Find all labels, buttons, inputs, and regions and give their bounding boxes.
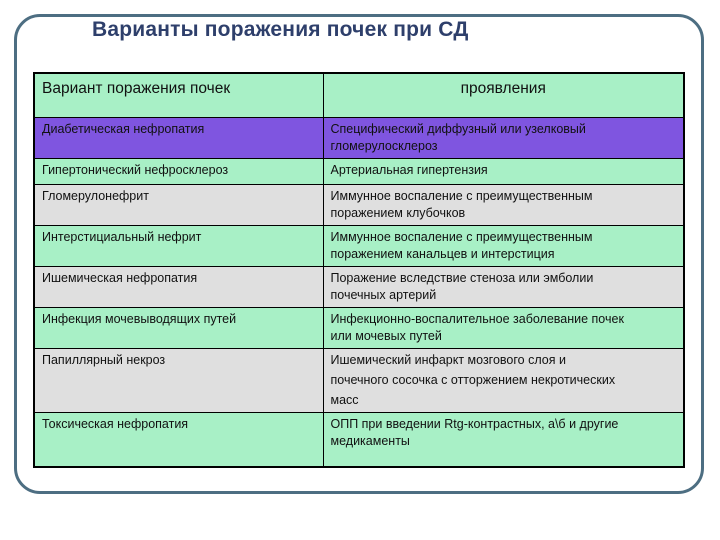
manifestation-line: Иммунное воспаление с преимущественным <box>330 230 593 244</box>
manifestation-cell <box>323 226 684 267</box>
table-row <box>34 349 684 413</box>
variant-cell: Интерстициальный нефрит <box>34 226 323 267</box>
header-variant: Вариант поражения почек <box>34 73 323 118</box>
manifestation-cell <box>323 159 684 185</box>
table-row <box>34 159 684 185</box>
variant-cell: Ишемическая нефропатия <box>34 267 323 308</box>
table-row <box>34 413 684 467</box>
manifestation-line: Иммунное воспаление с преимущественным <box>330 189 593 203</box>
manifestation-line: Ишемический инфаркт мозгового слоя и <box>330 353 566 367</box>
kidney-damage-table <box>33 72 685 468</box>
manifestation-line: поражением канальцев и интерстиция <box>330 247 555 261</box>
table-row <box>34 267 684 308</box>
table-body <box>34 118 684 467</box>
table-row <box>34 226 684 267</box>
manifestation-cell <box>323 413 684 467</box>
manifestation-cell <box>323 118 684 159</box>
variant-cell: Гипертонический нефросклероз <box>34 159 323 185</box>
table-header-row <box>34 73 684 118</box>
variant-cell: Токсическая нефропатия <box>34 413 323 467</box>
manifestation-line: Специфический диффузный или узелковый <box>330 122 586 136</box>
manifestation-line: Инфекционно-воспалительное заболевание почек <box>330 312 624 326</box>
manifestation-cell <box>323 349 684 413</box>
manifestation-cell <box>323 267 684 308</box>
manifestation-line: гломерулосклероз <box>330 139 438 153</box>
manifestation-line: или мочевых путей <box>330 329 442 343</box>
variant-cell: Диабетическая нефропатия <box>34 118 323 159</box>
table-row <box>34 308 684 349</box>
manifestation-cell <box>323 308 684 349</box>
table-row <box>34 118 684 159</box>
header-manifestation: проявления <box>323 73 684 118</box>
manifestation-line: ОПП при введении Rtg-контрастных, а\б и другие <box>330 417 619 431</box>
manifestation-line: медикаменты <box>330 434 410 448</box>
variant-cell: Инфекция мочевыводящих путей <box>34 308 323 349</box>
table-row <box>34 185 684 226</box>
variant-cell: Гломерулонефрит <box>34 185 323 226</box>
manifestation-line: почечного сосочка с отторжением некротических <box>330 373 616 387</box>
manifestation-cell <box>323 185 684 226</box>
manifestation-line: поражением клубочков <box>330 206 466 220</box>
slide-title: Варианты поражения почек при СД <box>92 18 469 41</box>
variant-cell: Папиллярный некроз <box>34 349 323 413</box>
manifestation-line: Поражение вследствие стеноза или эмболии <box>330 271 594 285</box>
manifestation-line: масс <box>330 393 359 407</box>
manifestation-line: Артериальная гипертензия <box>330 163 488 177</box>
manifestation-line: почечных артерий <box>330 288 437 302</box>
